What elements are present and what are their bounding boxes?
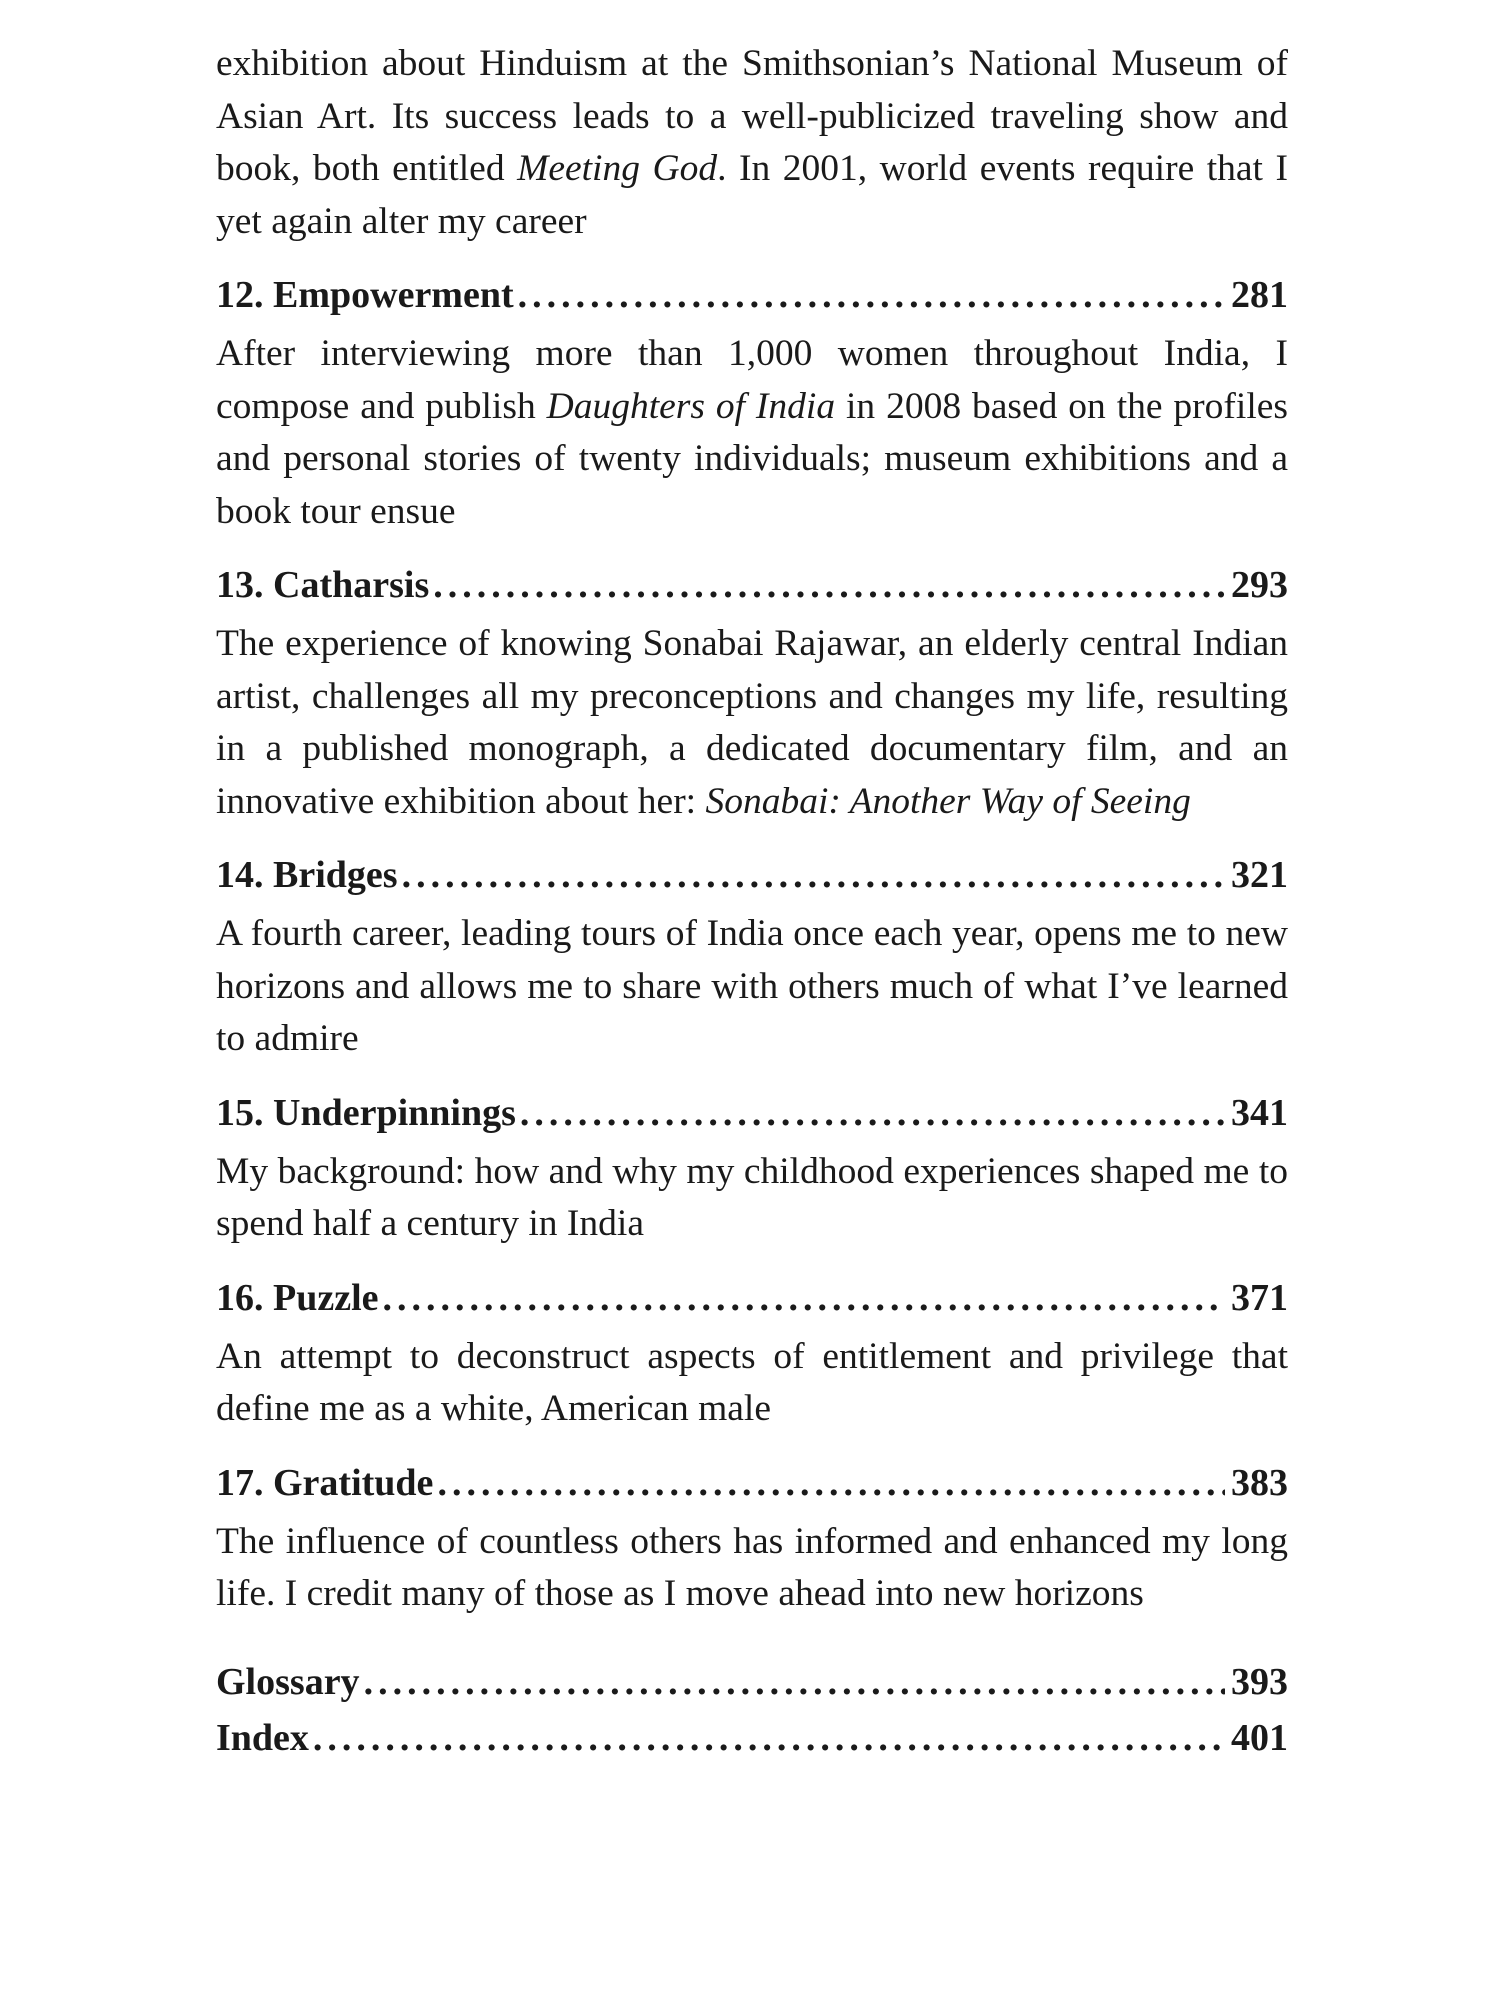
toc-entry-heading[interactable] xyxy=(216,848,1288,902)
chapter-description: An attempt to deconstruct aspects of entitlement and privilege that define me as a white, American male xyxy=(216,1335,1288,1429)
toc-entry-puzzle[interactable] xyxy=(216,1271,1288,1436)
dot-leader xyxy=(437,1456,1225,1510)
toc-entry-glossary[interactable] xyxy=(216,1655,1288,1709)
toc-entry-empowerment[interactable] xyxy=(216,268,1288,538)
page-number: 383 xyxy=(1231,1461,1288,1504)
chapter-description: A fourth career, leading tours of India once each year, opens me to new horizons and allows me to share with others much of what I’ve learned to admire xyxy=(216,913,1288,1059)
page-number: 321 xyxy=(1231,854,1288,896)
chapter-description: My background: how and why my childhood experiences shaped me to spend half a century in India xyxy=(216,1150,1288,1244)
toc-entry-catharsis[interactable] xyxy=(216,558,1288,828)
toc-entry-heading[interactable] xyxy=(216,558,1288,612)
dot-leader xyxy=(313,1711,1225,1765)
chapter-description: The experience of knowing Sonabai Rajawar, an elderly central Indian artist, challenges all my preconceptions and changes my life, resulting in a published monograph, a dedicated documentary film, and an innovative exhibition about her: Sonabai: Another Way of Seeing xyxy=(216,623,1288,822)
page-number: 401 xyxy=(1231,1716,1288,1759)
page-number: 393 xyxy=(1231,1660,1288,1703)
dot-leader xyxy=(518,268,1225,322)
page-number: 371 xyxy=(1231,1276,1288,1319)
chapter-title: 13. Catharsis xyxy=(216,564,430,606)
dot-leader xyxy=(433,558,1225,612)
toc-entry-heading[interactable] xyxy=(216,1086,1288,1140)
intro-paragraph: exhibition about Hinduism at the Smithsonian’s National Museum of Asian Art. Its success leads to a well-publicized traveling show and book, both entitled Meeting God. In 2001, world events require that I yet again alter my career xyxy=(216,43,1288,242)
chapter-title: 15. Underpinnings xyxy=(216,1091,516,1134)
chapter-title: 16. Puzzle xyxy=(216,1276,379,1319)
toc-entry-heading[interactable] xyxy=(216,268,1288,322)
page-number: 293 xyxy=(1231,564,1288,606)
toc-entry-gratitude[interactable] xyxy=(216,1456,1288,1621)
dot-leader xyxy=(364,1655,1225,1709)
back-matter-title: Glossary xyxy=(216,1660,360,1703)
back-matter xyxy=(216,1655,1288,1765)
toc-entry-index[interactable] xyxy=(216,1711,1288,1765)
dot-leader xyxy=(402,848,1225,902)
dot-leader xyxy=(520,1086,1225,1140)
toc-entry-bridges[interactable] xyxy=(216,848,1288,1066)
chapter-title: 14. Bridges xyxy=(216,854,398,896)
chapter-description: After interviewing more than 1,000 women throughout India, I compose and publish Daughters of India in 2008 based on the profiles and personal stories of twenty individuals; museum exhibitions and a book tour ensue xyxy=(216,333,1288,532)
toc-entry-heading[interactable] xyxy=(216,1271,1288,1325)
toc-page xyxy=(216,38,1288,1767)
dot-leader xyxy=(383,1271,1225,1325)
page-number: 341 xyxy=(1231,1091,1288,1134)
back-matter-title: Index xyxy=(216,1716,309,1759)
toc-entry-heading[interactable] xyxy=(216,1456,1288,1510)
page-number: 281 xyxy=(1231,274,1288,316)
toc-entry-underpinnings[interactable] xyxy=(216,1086,1288,1251)
chapter-title: 17. Gratitude xyxy=(216,1461,434,1504)
chapter-description: The influence of countless others has informed and enhanced my long life. I credit many of those as I move ahead into new horizons xyxy=(216,1520,1288,1614)
chapter-title: 12. Empowerment xyxy=(216,274,514,316)
